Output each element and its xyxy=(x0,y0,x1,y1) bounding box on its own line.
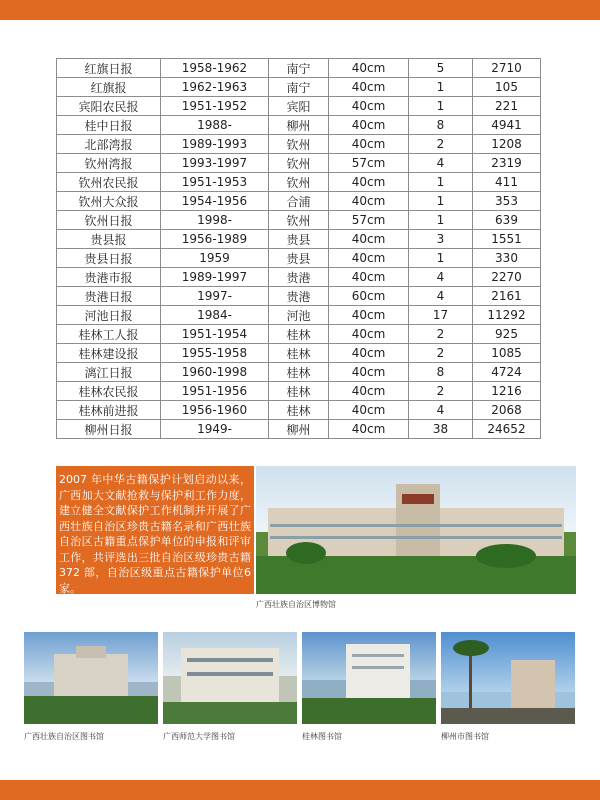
table-cell: 2 xyxy=(409,135,473,154)
table-cell: 40cm xyxy=(329,59,409,78)
table-cell: 4 xyxy=(409,268,473,287)
table-row xyxy=(57,135,541,154)
table-cell: 1951-1956 xyxy=(161,382,269,401)
table-cell: 40cm xyxy=(329,363,409,382)
table-cell: 南宁 xyxy=(269,78,329,97)
table-cell: 1 xyxy=(409,192,473,211)
newspaper-table-container xyxy=(56,58,540,439)
table-cell: 17 xyxy=(409,306,473,325)
table-cell: 4941 xyxy=(473,116,541,135)
table-row xyxy=(57,116,541,135)
library-photo-gx-regional xyxy=(24,632,158,724)
table-cell: 60cm xyxy=(329,287,409,306)
table-cell: 桂林工人报 xyxy=(57,325,161,344)
table-cell: 贵港 xyxy=(269,268,329,287)
table-cell: 105 xyxy=(473,78,541,97)
table-cell: 2319 xyxy=(473,154,541,173)
table-cell: 353 xyxy=(473,192,541,211)
museum-photo xyxy=(256,466,576,594)
table-cell: 24652 xyxy=(473,420,541,439)
table-cell: 钦州 xyxy=(269,154,329,173)
table-cell: 40cm xyxy=(329,135,409,154)
table-cell: 桂林 xyxy=(269,363,329,382)
table-cell: 1997- xyxy=(161,287,269,306)
library-photo-liuzhou xyxy=(441,632,575,724)
library-photo-guilin xyxy=(302,632,436,724)
table-cell: 4724 xyxy=(473,363,541,382)
table-cell: 1989-1997 xyxy=(161,268,269,287)
table-row xyxy=(57,211,541,230)
table-cell: 宾阳农民报 xyxy=(57,97,161,116)
top-accent-band xyxy=(0,0,600,20)
intro-text-box xyxy=(56,466,254,594)
table-cell: 40cm xyxy=(329,78,409,97)
table-cell: 钦州 xyxy=(269,211,329,230)
table-cell: 1989-1993 xyxy=(161,135,269,154)
table-cell: 1959 xyxy=(161,249,269,268)
table-cell: 4 xyxy=(409,287,473,306)
caption-gx-regional-library: 广西壮族自治区图书馆 xyxy=(24,732,104,741)
table-cell: 1 xyxy=(409,249,473,268)
table-cell: 1951-1953 xyxy=(161,173,269,192)
table-cell: 贵港日报 xyxy=(57,287,161,306)
table-cell: 1988- xyxy=(161,116,269,135)
table-cell: 411 xyxy=(473,173,541,192)
table-cell: 11292 xyxy=(473,306,541,325)
table-cell: 1956-1960 xyxy=(161,401,269,420)
table-cell: 桂林 xyxy=(269,344,329,363)
table-row xyxy=(57,78,541,97)
table-cell: 钦州 xyxy=(269,173,329,192)
table-cell: 钦州湾报 xyxy=(57,154,161,173)
table-cell: 2068 xyxy=(473,401,541,420)
table-cell: 红旗日报 xyxy=(57,59,161,78)
table-cell: 1 xyxy=(409,173,473,192)
table-cell: 40cm xyxy=(329,420,409,439)
table-cell: 钦州 xyxy=(269,135,329,154)
table-cell: 河池 xyxy=(269,306,329,325)
table-cell: 桂林建设报 xyxy=(57,344,161,363)
table-cell: 1 xyxy=(409,78,473,97)
table-cell: 1958-1962 xyxy=(161,59,269,78)
table-cell: 1955-1958 xyxy=(161,344,269,363)
table-cell: 贵县报 xyxy=(57,230,161,249)
caption-gxnu-library: 广西师范大学图书馆 xyxy=(163,732,235,741)
table-cell: 57cm xyxy=(329,154,409,173)
table-row xyxy=(57,249,541,268)
table-cell: 1962-1963 xyxy=(161,78,269,97)
table-cell: 40cm xyxy=(329,249,409,268)
table-cell: 贵县 xyxy=(269,249,329,268)
table-row xyxy=(57,382,541,401)
table-cell: 4 xyxy=(409,401,473,420)
newspaper-table xyxy=(56,58,541,439)
table-cell: 4 xyxy=(409,154,473,173)
table-cell: 1993-1997 xyxy=(161,154,269,173)
table-cell: 1951-1952 xyxy=(161,97,269,116)
table-row xyxy=(57,268,541,287)
table-cell: 桂林前进报 xyxy=(57,401,161,420)
table-row xyxy=(57,154,541,173)
table-cell: 1956-1989 xyxy=(161,230,269,249)
table-cell: 桂中日报 xyxy=(57,116,161,135)
table-cell: 40cm xyxy=(329,268,409,287)
museum-photo-caption: 广西壮族自治区博物馆 xyxy=(256,600,336,609)
table-cell: 40cm xyxy=(329,344,409,363)
table-cell: 钦州农民报 xyxy=(57,173,161,192)
table-cell: 925 xyxy=(473,325,541,344)
table-row xyxy=(57,325,541,344)
table-cell: 2161 xyxy=(473,287,541,306)
table-cell: 40cm xyxy=(329,382,409,401)
bottom-accent-band xyxy=(0,780,600,800)
table-cell: 柳州日报 xyxy=(57,420,161,439)
table-cell: 贵港 xyxy=(269,287,329,306)
table-cell: 2270 xyxy=(473,268,541,287)
table-cell: 桂林 xyxy=(269,401,329,420)
table-cell: 桂林农民报 xyxy=(57,382,161,401)
table-cell: 南宁 xyxy=(269,59,329,78)
table-cell: 8 xyxy=(409,116,473,135)
table-cell: 5 xyxy=(409,59,473,78)
table-cell: 宾阳 xyxy=(269,97,329,116)
table-row xyxy=(57,192,541,211)
table-cell: 1951-1954 xyxy=(161,325,269,344)
table-cell: 北部湾报 xyxy=(57,135,161,154)
table-cell: 1960-1998 xyxy=(161,363,269,382)
table-cell: 2 xyxy=(409,325,473,344)
table-cell: 38 xyxy=(409,420,473,439)
table-cell: 1216 xyxy=(473,382,541,401)
table-cell: 40cm xyxy=(329,401,409,420)
table-cell: 漓江日报 xyxy=(57,363,161,382)
table-cell: 1954-1956 xyxy=(161,192,269,211)
table-cell: 2710 xyxy=(473,59,541,78)
table-row xyxy=(57,173,541,192)
table-cell: 柳州 xyxy=(269,420,329,439)
newspaper-table-body xyxy=(57,59,541,439)
table-row xyxy=(57,420,541,439)
table-cell: 贵县 xyxy=(269,230,329,249)
table-row xyxy=(57,363,541,382)
table-cell: 40cm xyxy=(329,116,409,135)
table-cell: 639 xyxy=(473,211,541,230)
table-row xyxy=(57,97,541,116)
table-cell: 40cm xyxy=(329,192,409,211)
table-cell: 桂林 xyxy=(269,325,329,344)
table-row xyxy=(57,230,541,249)
caption-liuzhou-library: 柳州市图书馆 xyxy=(441,732,489,741)
table-cell: 钦州大众报 xyxy=(57,192,161,211)
table-cell: 1984- xyxy=(161,306,269,325)
table-cell: 贵港市报 xyxy=(57,268,161,287)
table-cell: 贵县日报 xyxy=(57,249,161,268)
table-row xyxy=(57,401,541,420)
table-row xyxy=(57,344,541,363)
table-cell: 330 xyxy=(473,249,541,268)
table-cell: 8 xyxy=(409,363,473,382)
table-row xyxy=(57,287,541,306)
table-cell: 40cm xyxy=(329,97,409,116)
table-cell: 1085 xyxy=(473,344,541,363)
table-cell: 钦州日报 xyxy=(57,211,161,230)
table-cell: 1949- xyxy=(161,420,269,439)
table-cell: 红旗报 xyxy=(57,78,161,97)
table-cell: 221 xyxy=(473,97,541,116)
table-cell: 40cm xyxy=(329,325,409,344)
table-cell: 1208 xyxy=(473,135,541,154)
table-cell: 57cm xyxy=(329,211,409,230)
table-cell: 40cm xyxy=(329,173,409,192)
table-cell: 3 xyxy=(409,230,473,249)
table-cell: 2 xyxy=(409,344,473,363)
intro-text: 2007 年中华古籍保护计划启动以来，广西加大文献抢救与保护利工作力度，建立健全文献保护工作机制并开展了广西壮族自治区珍贵古籍名录和广西壮族自治区古籍重点保护单位的申报和评审工作，共评选出三批自治区级珍贵古籍372 部，自治区级重点古籍保护单位6家。 xyxy=(59,473,251,595)
table-cell: 柳州 xyxy=(269,116,329,135)
table-cell: 1551 xyxy=(473,230,541,249)
table-cell: 1 xyxy=(409,97,473,116)
table-cell: 1998- xyxy=(161,211,269,230)
table-row xyxy=(57,59,541,78)
table-row xyxy=(57,306,541,325)
table-cell: 40cm xyxy=(329,306,409,325)
table-cell: 2 xyxy=(409,382,473,401)
table-cell: 1 xyxy=(409,211,473,230)
caption-guilin-library: 桂林图书馆 xyxy=(302,732,342,741)
table-cell: 桂林 xyxy=(269,382,329,401)
table-cell: 河池日报 xyxy=(57,306,161,325)
library-photo-gxnu xyxy=(163,632,297,724)
table-cell: 合浦 xyxy=(269,192,329,211)
table-cell: 40cm xyxy=(329,230,409,249)
